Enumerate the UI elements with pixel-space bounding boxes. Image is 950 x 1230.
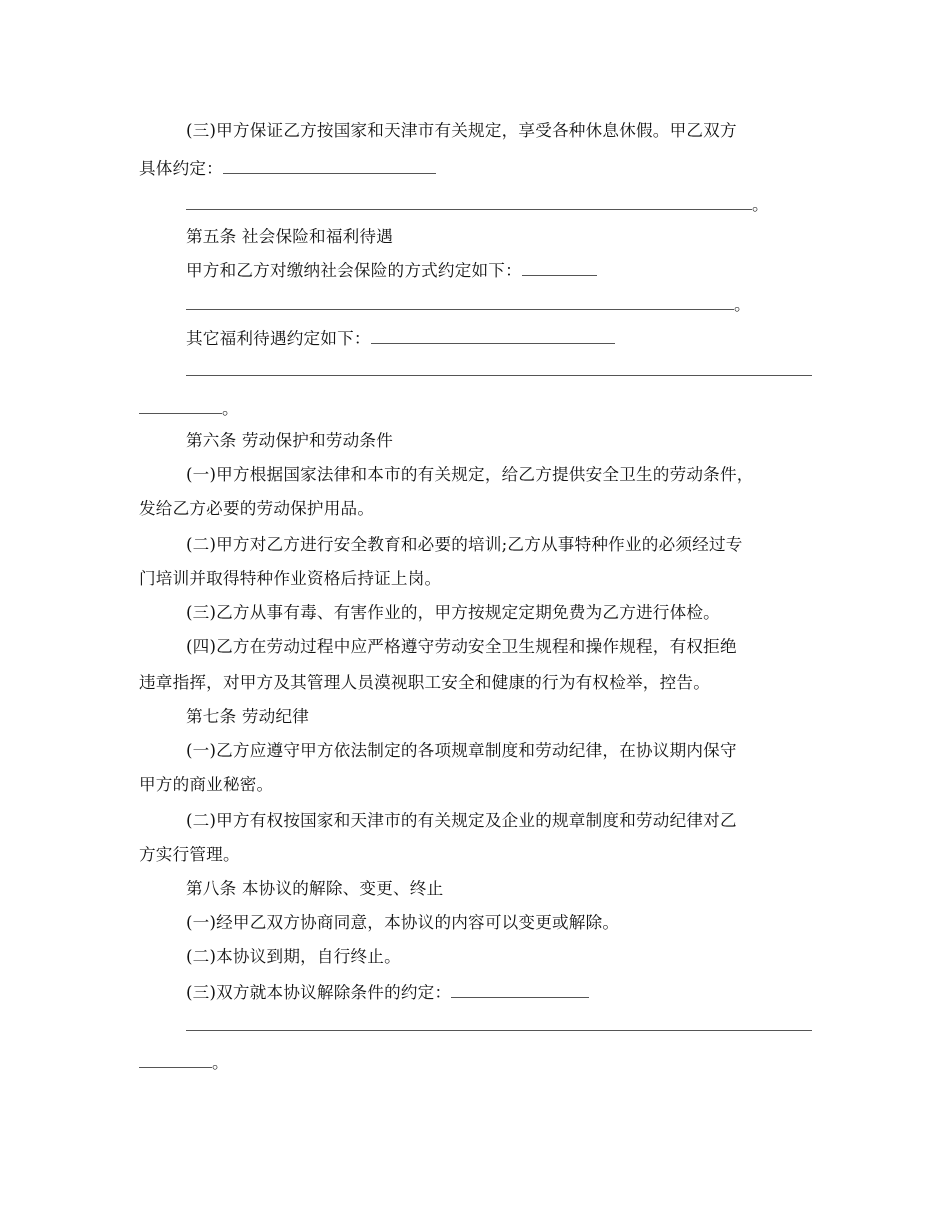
s6-p2-line2: 门培训并取得特种作业资格后持证上岗。 (139, 569, 442, 588)
fill-rule (186, 1030, 812, 1031)
fill-blank (223, 156, 436, 174)
s6-p4-line1: (四)乙方在劳动过程中应严格遵守劳动安全卫生规程和操作规程，有权拒绝 (186, 637, 737, 656)
fill-blank (139, 1050, 212, 1068)
s5-welfare-line: 其它福利待遇约定如下： (186, 326, 615, 352)
s6-p2-line1: (二)甲方对乙方进行安全教育和必要的培训;乙方从事特种作业的必须经过专 (186, 535, 743, 554)
section-5-heading: 第五条 社会保险和福利待遇 (186, 227, 393, 246)
s7-p1-line1: (一)乙方应遵守甲方依法制定的各项规章制度和劳动纪律，在协议期内保守 (186, 741, 737, 760)
fill-blank (186, 292, 734, 310)
s5-welfare-line3: 。 (139, 396, 239, 422)
fill-blank (522, 258, 597, 276)
s8-p1: (一)经甲乙双方协商同意，本协议的内容可以变更或解除。 (186, 913, 620, 932)
s6-p3-line1: (三)乙方从事有毒、有害作业的，甲方按规定定期免费为乙方进行体检。 (186, 603, 720, 622)
s8-p3: (三)双方就本协议解除条件的约定： (186, 980, 589, 1006)
s7-p2-line2: 方实行管理。 (139, 845, 240, 864)
section-7-heading: 第七条 劳动纪律 (186, 707, 310, 726)
s6-p1-line1: (一)甲方根据国家法律和本市的有关规定，给乙方提供安全卫生的劳动条件， (186, 465, 754, 484)
s4-p3-line1: (三)甲方保证乙方按国家和天津市有关规定，享受各种休息休假。甲乙双方 (186, 121, 737, 140)
fill-blank (139, 396, 222, 414)
section-8-heading: 第八条 本协议的解除、变更、终止 (186, 879, 444, 898)
fill-blank (186, 192, 752, 210)
s8-p3-line3: 。 (139, 1050, 229, 1076)
s4-p3-line2: 具体约定： (139, 156, 436, 182)
fill-blank (451, 980, 589, 998)
section-6-heading: 第六条 劳动保护和劳动条件 (186, 431, 393, 450)
fill-blank (371, 326, 615, 344)
s6-p4-line2: 违章指挥，对甲方及其管理人员漠视职工安全和健康的行为有权检举，控告。 (139, 673, 710, 692)
s6-p1-line2: 发给乙方必要的劳动保护用品。 (139, 499, 375, 518)
s5-insurance-line2: 。 (186, 292, 751, 318)
s5-insurance-line: 甲方和乙方对缴纳社会保险的方式约定如下： (186, 258, 597, 284)
s7-p1-line2: 甲方的商业秘密。 (139, 775, 274, 794)
s4-p3-line3: 。 (186, 192, 769, 218)
s7-p2-line1: (二)甲方有权按国家和天津市的有关规定及企业的规章制度和劳动纪律对乙 (186, 811, 737, 830)
fill-rule (186, 375, 812, 376)
s8-p2: (二)本协议到期，自行终止。 (186, 947, 401, 966)
